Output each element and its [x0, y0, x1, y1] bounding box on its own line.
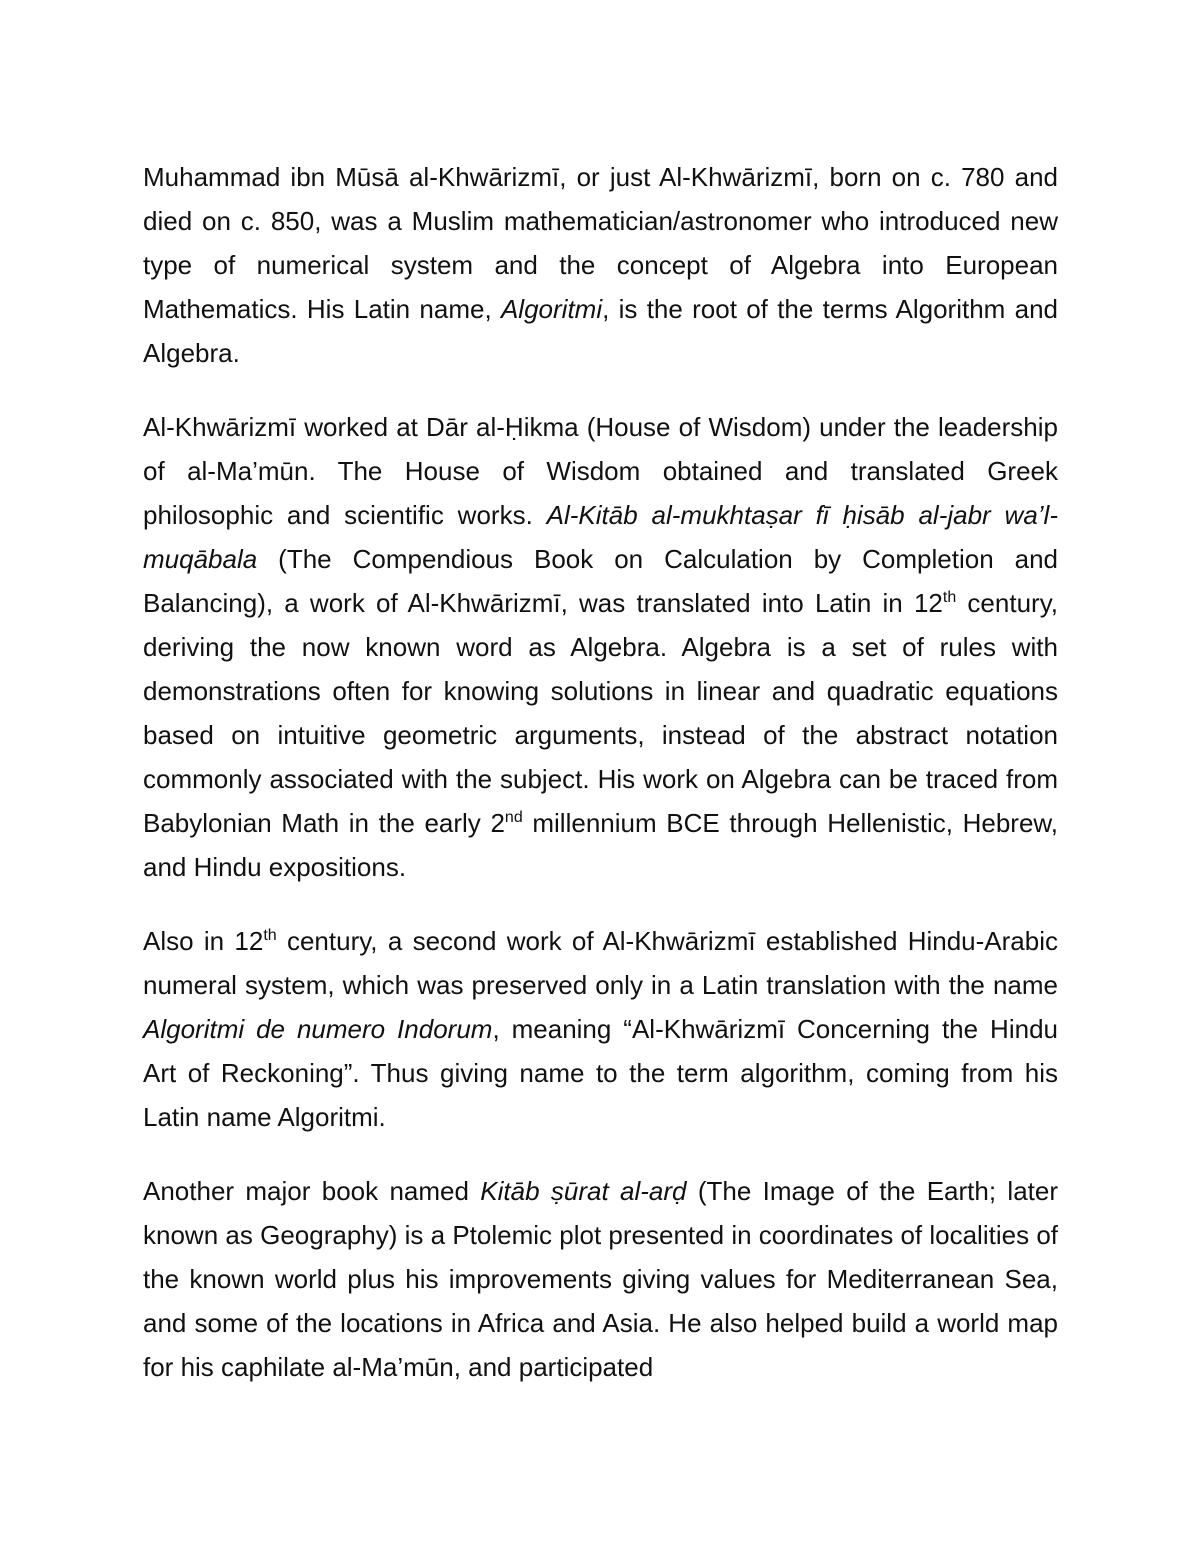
text-run: (The Compendious Book on Calculation by Completion and Balancing), a work of Al-Khwārizmī, was translated into Latin in 12	[143, 544, 1058, 618]
text-run: (The Image of the Earth; later known as Geography) is a Ptolemic plot presented in coordinates of localities of the known world plus his improvements giving values for Mediterranean Sea, and some of the locations in Africa and Asia. He also helped build a world map for his caphilate al-Ma’mūn, and participated	[143, 1176, 1058, 1382]
italic-text-run: Al-Kitāb al-mukhtaṣar fī ḥisāb al-jabr wa’l-muqābala	[143, 500, 1058, 574]
text-run: century, deriving the now known word as Algebra. Algebra is a set of rules with demonstrations often for knowing solutions in linear and quadratic equations based on intuitive geometric arguments, instead of the abstract notation commonly associated with the subject. His work on Algebra can be traced from Babylonian Math in the early 2	[143, 588, 1058, 838]
italic-text-run: Algoritmi	[500, 294, 603, 324]
text-run: , meaning “Al-Khwārizmī Concerning the Hindu Art of Reckoning”. Thus giving name to the term algorithm, coming from his Latin name Algoritmi.	[143, 1014, 1058, 1132]
text-run: Another major book named	[143, 1176, 481, 1206]
paragraph-1	[143, 155, 1058, 375]
italic-text-run: Kitāb ṣūrat al-arḍ	[480, 1176, 687, 1206]
text-run: century, a second work of Al-Khwārizmī established Hindu-Arabic numeral system, which was preserved only in a Latin translation with the name	[143, 926, 1058, 1000]
text-run: Also in 12	[143, 926, 264, 956]
superscript: nd	[504, 809, 523, 826]
paragraph-2	[143, 405, 1058, 889]
text-run: Al-Khwārizmī worked at Dār al-Ḥikma (House of Wisdom) under the leadership of al-Ma’mūn. The House of Wisdom obtained and translated Greek philosophic and scientific works.	[143, 412, 1058, 530]
paragraph-3	[143, 919, 1058, 1139]
text-run: millennium BCE through Hellenistic, Hebrew, and Hindu expositions.	[143, 808, 1058, 882]
superscript: th	[263, 927, 277, 944]
text-run: Muhammad ibn Mūsā al-Khwārizmī, or just Al-Khwārizmī, born on c. 780 and died on c. 850, was a Muslim mathematician/astronomer who introduced new type of numerical system and the concept of Algebra into European Mathematics. His Latin name,	[143, 162, 1058, 324]
document-page	[143, 155, 1058, 1419]
paragraph-4	[143, 1169, 1058, 1389]
superscript: th	[942, 589, 957, 606]
italic-text-run: Algoritmi de numero Indorum	[143, 1014, 493, 1044]
text-run: , is the root of the terms Algorithm and Algebra.	[143, 294, 1058, 368]
